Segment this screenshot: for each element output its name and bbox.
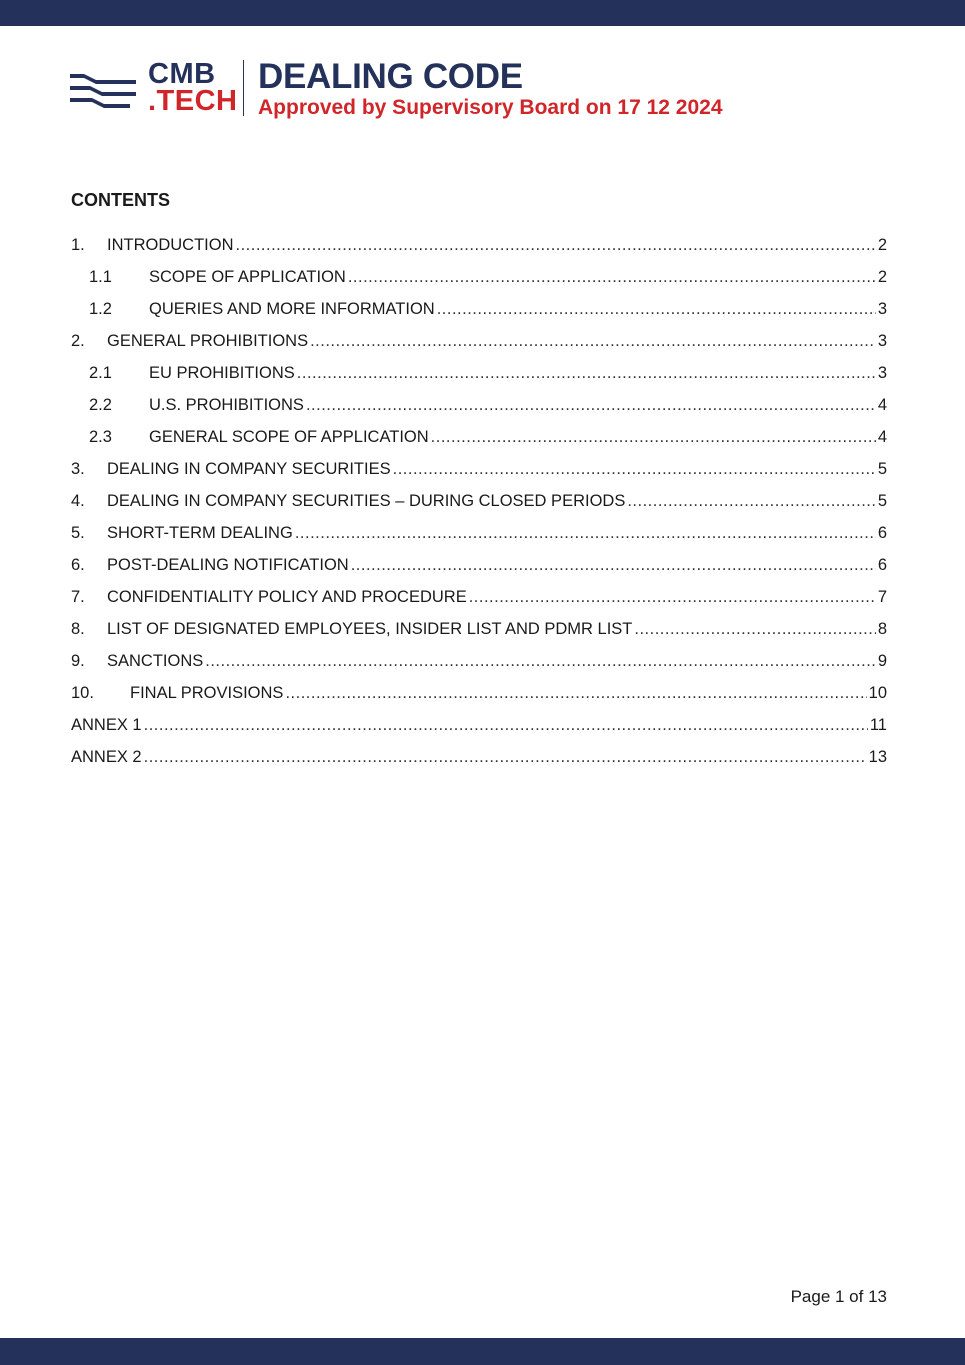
toc-page: 3 — [877, 300, 887, 318]
toc-label: SCOPE OF APPLICATION — [149, 268, 346, 286]
toc-label: ANNEX 1 — [71, 716, 142, 734]
toc-leader — [236, 236, 876, 255]
toc-page: 3 — [877, 332, 887, 350]
header-divider — [243, 60, 244, 116]
toc-number: 1.1 — [89, 268, 112, 286]
toc-leader — [144, 748, 867, 767]
toc-page: 7 — [877, 588, 887, 606]
top-bar — [0, 0, 965, 26]
logo-cmb-text: CMB — [148, 58, 216, 90]
toc-leader — [351, 556, 876, 575]
toc-label: DEALING IN COMPANY SECURITIES — [107, 460, 391, 478]
toc-entry-scope-of-application[interactable] — [71, 268, 887, 300]
toc-label: EU PROHIBITIONS — [149, 364, 295, 382]
toc-leader — [634, 620, 875, 639]
toc-number: 1.2 — [89, 300, 112, 318]
toc-number: 10. — [71, 684, 94, 702]
toc-leader — [310, 332, 876, 351]
toc-number: 6. — [71, 556, 85, 574]
toc-page: 2 — [877, 236, 887, 254]
toc-page: 11 — [869, 716, 887, 734]
toc-entry-short-term-dealing[interactable] — [71, 524, 887, 556]
toc-number: 2.2 — [89, 396, 112, 414]
toc-number: 8. — [71, 620, 85, 638]
toc-page: 5 — [877, 492, 887, 510]
toc-page: 6 — [877, 524, 887, 542]
toc-entry-queries[interactable] — [71, 300, 887, 332]
contents-heading: CONTENTS — [71, 190, 170, 210]
logo-tech-text: .TECH — [148, 85, 238, 117]
toc-leader — [469, 588, 876, 607]
toc-leader — [431, 428, 876, 447]
toc-page: 2 — [877, 268, 887, 286]
toc-entry-annex-1[interactable] — [71, 716, 887, 748]
toc-entry-annex-2[interactable] — [71, 748, 887, 780]
toc-number: 7. — [71, 588, 85, 606]
company-logo — [148, 60, 238, 115]
toc-label: CONFIDENTIALITY POLICY AND PROCEDURE — [107, 588, 467, 606]
toc-leader — [437, 300, 876, 319]
toc-label: FINAL PROVISIONS — [130, 684, 284, 702]
toc-number: 1. — [71, 236, 85, 254]
approval-subtitle: Approved by Supervisory Board on 17 12 2024 — [258, 96, 723, 119]
toc-label: LIST OF DESIGNATED EMPLOYEES, INSIDER LIST AND PDMR LIST — [107, 620, 633, 638]
document-title: DEALING CODE — [258, 57, 523, 96]
toc-page: 5 — [877, 460, 887, 478]
cmb-tech-wave-icon — [70, 68, 136, 108]
toc-leader — [393, 460, 876, 479]
toc-leader — [205, 652, 876, 671]
toc-label: INTRODUCTION — [107, 236, 234, 254]
table-of-contents — [71, 236, 887, 780]
toc-page: 10 — [868, 684, 887, 702]
toc-leader — [297, 364, 876, 383]
toc-label: SANCTIONS — [107, 652, 204, 670]
toc-entry-designated-employees[interactable] — [71, 620, 887, 652]
toc-number: 4. — [71, 492, 85, 510]
toc-label: GENERAL SCOPE OF APPLICATION — [149, 428, 429, 446]
toc-entry-final-provisions[interactable] — [71, 684, 887, 716]
toc-label: QUERIES AND MORE INFORMATION — [149, 300, 435, 318]
toc-entry-post-dealing[interactable] — [71, 556, 887, 588]
page-number: Page 1 of 13 — [790, 1287, 887, 1306]
toc-entry-general-scope[interactable] — [71, 428, 887, 460]
toc-number: 2.1 — [89, 364, 112, 382]
toc-leader — [627, 492, 875, 511]
toc-leader — [144, 716, 868, 735]
toc-page: 3 — [877, 364, 887, 382]
toc-page: 4 — [877, 428, 887, 446]
toc-page: 8 — [877, 620, 887, 638]
bottom-bar — [0, 1338, 965, 1365]
toc-entry-eu-prohibitions[interactable] — [71, 364, 887, 396]
toc-page: 9 — [877, 652, 887, 670]
toc-entry-closed-periods[interactable] — [71, 492, 887, 524]
toc-label: DEALING IN COMPANY SECURITIES – DURING CLOSED PERIODS — [107, 492, 626, 510]
toc-entry-general-prohibitions[interactable] — [71, 332, 887, 364]
toc-leader — [306, 396, 876, 415]
toc-number: 2. — [71, 332, 85, 350]
toc-label: ANNEX 2 — [71, 748, 142, 766]
toc-label: POST-DEALING NOTIFICATION — [107, 556, 349, 574]
toc-entry-confidentiality[interactable] — [71, 588, 887, 620]
toc-page: 13 — [868, 748, 887, 766]
toc-leader — [295, 524, 876, 543]
toc-number: 3. — [71, 460, 85, 478]
toc-number: 5. — [71, 524, 85, 542]
toc-leader — [285, 684, 866, 703]
toc-entry-introduction[interactable] — [71, 236, 887, 268]
toc-entry-dealing-in-securities[interactable] — [71, 460, 887, 492]
toc-number: 2.3 — [89, 428, 112, 446]
toc-label: GENERAL PROHIBITIONS — [107, 332, 309, 350]
toc-entry-us-prohibitions[interactable] — [71, 396, 887, 428]
toc-leader — [348, 268, 876, 287]
toc-number: 9. — [71, 652, 85, 670]
toc-label: U.S. PROHIBITIONS — [149, 396, 304, 414]
toc-entry-sanctions[interactable] — [71, 652, 887, 684]
toc-page: 6 — [877, 556, 887, 574]
toc-label: SHORT-TERM DEALING — [107, 524, 293, 542]
toc-page: 4 — [877, 396, 887, 414]
